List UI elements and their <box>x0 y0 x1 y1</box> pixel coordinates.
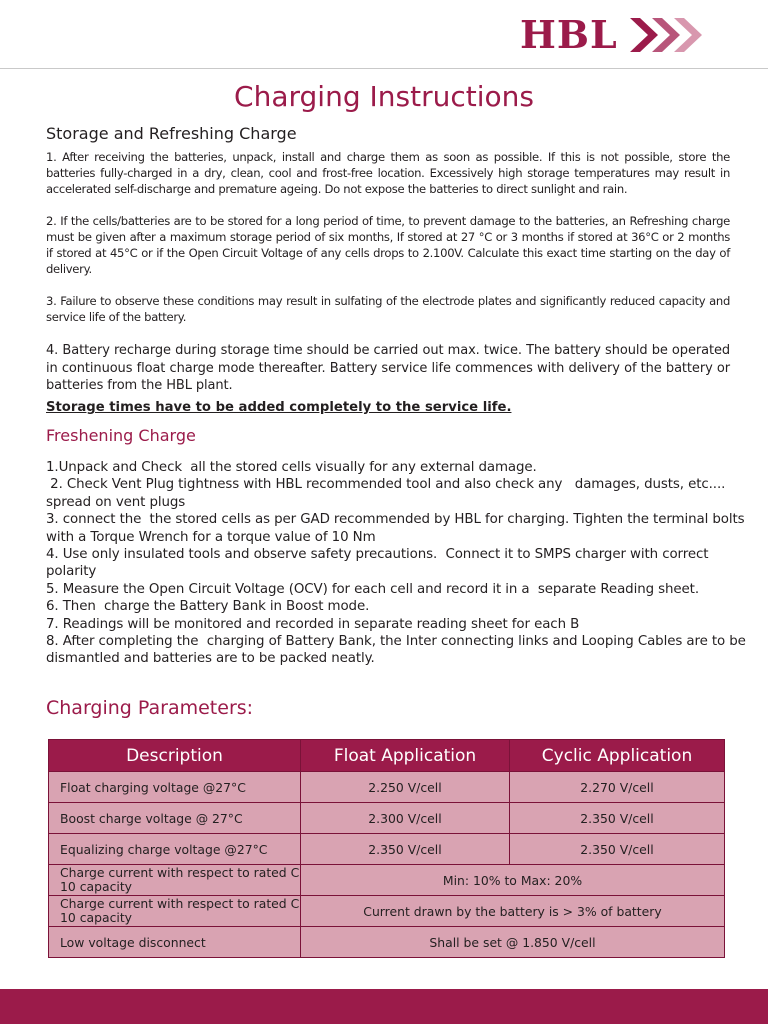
table-row <box>49 834 725 865</box>
table-cell-cyclic: 2.350 V/cell <box>510 803 725 834</box>
freshening-list <box>46 459 750 668</box>
list-item: 7. Readings will be monitored and recorded in separate reading sheet for each B <box>46 616 580 632</box>
list-item: 1.Unpack and Check all the stored cells visually for any external damage. <box>46 460 537 475</box>
logo-text: HBL <box>520 12 618 57</box>
table-header-row <box>49 740 725 772</box>
hbl-logo <box>520 14 710 56</box>
list-item: 8. After completing the charging of Battery Bank, the Inter connecting links and Looping Cables are to be dismantled and batteries are to be packed neatly. <box>46 634 750 667</box>
table-cell-float: 2.350 V/cell <box>301 834 510 865</box>
parameters-heading: Charging Parameters: <box>46 697 254 719</box>
table-row <box>49 865 725 896</box>
table-cell-float: 2.250 V/cell <box>301 772 510 803</box>
storage-paragraph-4: 4. Battery recharge during storage time should be carried out max. twice. The battery should be operated in continuous float charge mode thereafter. Battery service life commences with delivery of the battery or batteries from the HBL plant. <box>46 343 730 393</box>
storage-paragraph-3: 3. Failure to observe these conditions may result in sulfating of the electrode plates and significantly reduced capacity and service life of the battery. <box>46 294 730 324</box>
list-item: 2. Check Vent Plug tightness with HBL recommended tool and also check any damages, dusts, etc.... spread on vent plugs <box>46 477 730 510</box>
table-cell-cyclic: 2.270 V/cell <box>510 772 725 803</box>
storage-paragraph-1: 1. After receiving the batteries, unpack, install and charge them as soon as possible. If this is not possible, store the batteries fully-charged in a dry, clean, cool and frost-free location. Excessively high storage temperatures may result in accelerated self-discharge and premature ageing. Do not expose the batteries to direct sunlight and rain. <box>46 150 730 196</box>
table-cell-merged: Min: 10% to Max: 20% <box>301 865 725 896</box>
table-cell-float: 2.300 V/cell <box>301 803 510 834</box>
storage-heading: Storage and Refreshing Charge <box>46 124 297 143</box>
table-cell-description: Float charging voltage @27°C <box>49 772 301 803</box>
chevron-arrows-icon <box>630 14 710 56</box>
column-header: Float Application <box>301 740 510 772</box>
table-cell-description: Charge current with respect to rated C 10 capacity <box>49 865 301 896</box>
freshening-heading: Freshening Charge <box>46 426 196 445</box>
table-row <box>49 803 725 834</box>
list-item: 5. Measure the Open Circuit Voltage (OCV) for each cell and record it in a separate Reading sheet. <box>46 581 699 597</box>
table-cell-description: Equalizing charge voltage @27°C <box>49 834 301 865</box>
storage-note: Storage times have to be added completely to the service life. <box>46 400 512 415</box>
header-divider <box>0 68 768 69</box>
storage-paragraph-2: 2. If the cells/batteries are to be stored for a long period of time, to prevent damage to the batteries, an Refreshing charge must be given after a maximum storage period of six months, If stored at 27 °C or 3 months if stored at 36°C or 2 months if stored at 45°C or if the Open Circuit Voltage of any cells drops to 2.100V. Calculate this exact time starting on the day of delivery. <box>46 214 730 276</box>
list-item: 4. Use only insulated tools and observe safety precautions. Connect it to SMPS charger with correct polarity <box>46 547 713 580</box>
page-title: Charging Instructions <box>234 80 534 113</box>
page-header <box>0 0 768 68</box>
charging-parameters-table <box>48 739 725 958</box>
table-cell-merged: Current drawn by the battery is > 3% of battery <box>301 896 725 927</box>
list-item: 3. connect the the stored cells as per GAD recommended by HBL for charging. Tighten the terminal bolts with a Torque Wrench for a torque value of 10 Nm <box>46 512 749 545</box>
table-row <box>49 896 725 927</box>
table-cell-cyclic: 2.350 V/cell <box>510 834 725 865</box>
list-item: 6. Then charge the Battery Bank in Boost mode. <box>46 599 370 615</box>
table-cell-merged: Shall be set @ 1.850 V/cell <box>301 927 725 958</box>
table-cell-description: Boost charge voltage @ 27°C <box>49 803 301 834</box>
column-header: Description <box>49 740 301 772</box>
table-row <box>49 927 725 958</box>
column-header: Cyclic Application <box>510 740 725 772</box>
table-cell-description: Charge current with respect to rated C 10 capacity <box>49 896 301 927</box>
table-row <box>49 772 725 803</box>
table-cell-description: Low voltage disconnect <box>49 927 301 958</box>
footer-band <box>0 989 768 1024</box>
